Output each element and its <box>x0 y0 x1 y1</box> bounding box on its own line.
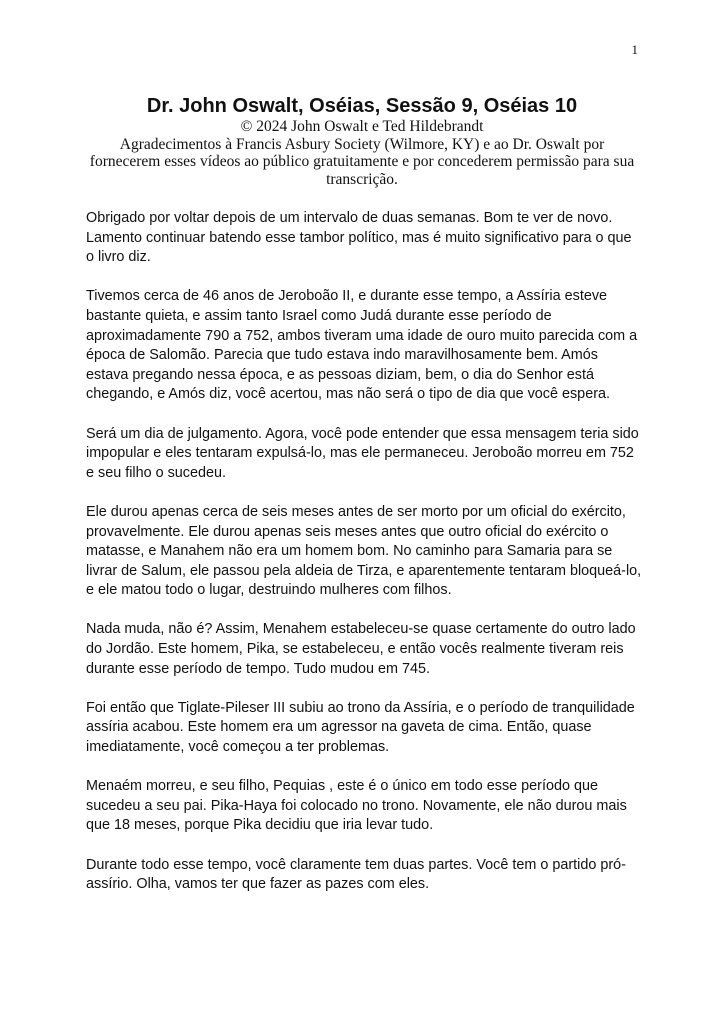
paragraph: Menaém morreu, e seu filho, Pequias , este é o único em todo esse período que sucedeu a seu pai. Pika-Haya foi colocado no trono. Novamente, ele não durou mais que 18 meses, porque Pika decidiu que iria levar tudo. <box>86 778 627 834</box>
paragraph: Tivemos cerca de 46 anos de Jeroboão II, e durante esse tempo, a Assíria esteve bastante quieta, e assim tanto Israel como Judá durante esse período de aproximadamente 790 a 752, ambos tiveram uma idade de ouro muito parecida com a época de Salomão. Parecia que tudo estava indo maravilhosamente bem. Amós estava pregando nessa época, e as pessoas diziam, bem, o dia do Senhor está chegando, e Amós diz, você acertou, mas não será o tipo de dia que você espera. <box>86 288 638 403</box>
paragraph: Será um dia de julgamento. Agora, você pode entender que essa mensagem teria sido impopular e eles tentaram expulsá-lo, mas ele permaneceu. Jeroboão morreu em 752 e seu filho o sucedeu. <box>86 425 639 481</box>
paragraph: Nada muda, não é? Assim, Menahem estabeleceu-se quase certamente do outro lado do Jordão. Este homem, Pika, se estabeleceu, e então vocês realmente tiveram reis durante esse período de tempo. Tudo mudou em 745. <box>86 621 636 677</box>
copyright-line: © 2024 John Oswalt e Ted Hildebrandt <box>240 118 484 135</box>
paragraph: Durante todo esse tempo, você claramente tem duas partes. Você tem o partido pró-assírio. Olha, vamos ter que fazer as pazes com eles. <box>86 856 626 893</box>
acknowledgement-text: Agradecimentos à Francis Asbury Society (Wilmore, KY) e ao Dr. Oswalt por fornecerem esses vídeos ao público gratuitamente e por concederem permissão para sua transcrição. <box>89 135 635 188</box>
document-title: Dr. John Oswalt, Oséias, Sessão 9, Oséias 10 <box>146 95 578 117</box>
paragraph: Obrigado por voltar depois de um intervalo de duas semanas. Bom te ver de novo. Lamento continuar batendo esse tambor político, mas é muito significativo para o que o livro diz. <box>86 210 632 266</box>
page-number: 1 <box>631 42 638 57</box>
paragraph: Foi então que Tiglate-Pileser III subiu ao trono da Assíria, e o período de tranquilidade assíria acabou. Este homem era um agressor na gaveta de cima. Então, quase imediatamente, você começou a ter problemas. <box>86 699 635 756</box>
document-header <box>86 94 638 188</box>
paragraph: Ele durou apenas cerca de seis meses antes de ser morto por um oficial do exército, provavelmente. Ele durou apenas seis meses antes que outro oficial do exército o matasse, e Manahem não era um homem bom. No caminho para Samaria para se livrar de Salum, ele passou pela aldeia de Tirza, e aparentemente tentaram bloqueá-lo, e ele matou todo o lugar, destruindo mulheres com filhos. <box>86 503 642 599</box>
transcript-body <box>86 209 642 914</box>
